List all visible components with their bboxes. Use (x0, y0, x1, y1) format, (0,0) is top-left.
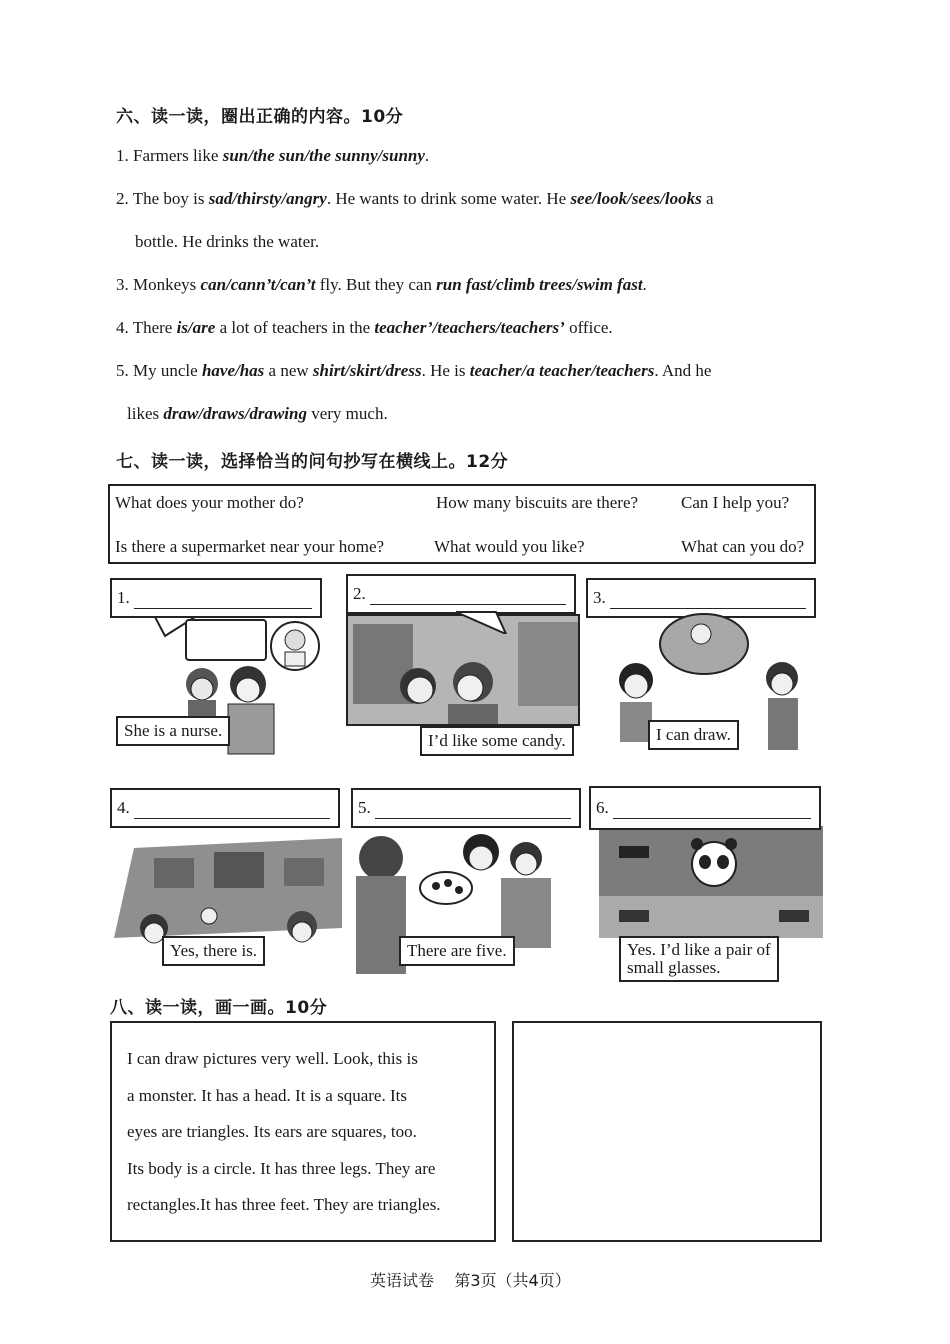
answer-line-1: Yes. I’d like a pair of (627, 940, 771, 959)
section6-title: 六、读一读，圈出正确的内容。10分 (116, 107, 404, 127)
reading-passage (127, 1041, 441, 1224)
passage-line: a monster. It has a head. It is a square. Its (127, 1085, 407, 1105)
q4-options-b[interactable]: teacher’/teachers/teachers’ (374, 318, 565, 337)
passage-line: eyes are triangles. Its ears are squares, too. (127, 1122, 417, 1141)
question-5 (116, 361, 711, 381)
q5-text-d: . And he (654, 361, 712, 380)
passage-line: I can draw pictures very well. Look, this is (127, 1049, 418, 1068)
q5-options-a[interactable]: have/has (201, 361, 265, 380)
q4-text: 4. There (116, 318, 177, 337)
comic-panel-2 (346, 574, 584, 764)
q2-text: 2. The boy is (116, 189, 209, 208)
q2-text-b: . He wants to drink some water. He (326, 189, 571, 208)
section8-title: 八、读一读，画一画。10分 (110, 998, 328, 1018)
page-footer: 英语试卷 第3页（共4页） (370, 1271, 571, 1290)
q4-end: office. (564, 318, 613, 337)
answer-line[interactable] (134, 818, 330, 819)
panel-number: 5. (358, 798, 371, 817)
option-5: What would you like? (434, 537, 585, 556)
options-box (108, 484, 816, 564)
q5-text: 5. My uncle (116, 361, 202, 380)
q3-options-a[interactable]: can/cann’t/can’t (200, 275, 316, 294)
q1-text: 1. Farmers like (116, 146, 223, 165)
question-4 (116, 318, 613, 338)
answer-line[interactable] (613, 818, 811, 819)
q5-end: very much. (306, 404, 388, 423)
question-2-cont: bottle. He drinks the water. (135, 232, 320, 251)
panel-number: 3. (593, 588, 606, 607)
drawing-area[interactable] (512, 1021, 822, 1242)
question-bubble-6 (589, 786, 821, 830)
q2-text-c: a (701, 189, 714, 208)
q5-options-b[interactable]: shirt/skirt/dress (312, 361, 422, 380)
q3-text: 3. Monkeys (116, 275, 201, 294)
panel-number: 1. (117, 588, 130, 607)
panel-number: 2. (353, 584, 366, 603)
answer-bubble-6 (619, 936, 779, 982)
comic-panel-5 (351, 788, 585, 974)
panel-illustration (599, 826, 823, 938)
answer-bubble-1: She is a nurse. (116, 716, 230, 746)
q3-text-b: fly. But they can (315, 275, 437, 294)
q5-text-e: likes (127, 404, 164, 423)
option-3: Can I help you? (681, 493, 790, 512)
q2-options-a[interactable]: sad/thirsty/angry (208, 189, 327, 208)
comic-panel-3 (586, 574, 818, 764)
comic-panel-1 (110, 574, 335, 766)
q4-options-a[interactable]: is/are (176, 318, 216, 337)
answer-bubble-2: I’d like some candy. (420, 726, 574, 756)
q5-options-d[interactable]: draw/draws/drawing (163, 404, 307, 423)
option-2: How many biscuits are there? (436, 493, 639, 512)
q5-text-c: . He is (421, 361, 470, 380)
answer-bubble-5: There are five. (399, 936, 515, 966)
q5-options-c[interactable]: teacher/a teacher/teachers (469, 361, 655, 380)
question-bubble-4 (110, 788, 340, 828)
answer-line-2: small glasses. (627, 958, 721, 977)
reading-box (110, 1021, 496, 1242)
passage-line: rectangles.It has three feet. They are triangles. (127, 1195, 441, 1214)
q3-options-b[interactable]: run fast/climb trees/swim fast (436, 275, 643, 294)
q5-text-b: a new (264, 361, 313, 380)
comic-panel-4 (110, 788, 346, 974)
question-1 (116, 146, 429, 166)
q4-text-b: a lot of teachers in the (215, 318, 375, 337)
question-3 (116, 275, 647, 295)
option-6: What can you do? (681, 537, 805, 556)
q1-end: . (424, 146, 430, 165)
panel-number: 6. (596, 798, 609, 817)
passage-line: Its body is a circle. It has three legs. They are (127, 1158, 436, 1178)
question-5-cont (127, 404, 388, 424)
comic-panel-6 (589, 786, 823, 986)
answer-bubble-3: I can draw. (648, 720, 739, 750)
question-2 (116, 189, 714, 209)
question-bubble-5 (351, 788, 581, 828)
answer-line[interactable] (375, 818, 571, 819)
q2-options-b[interactable]: see/look/sees/looks (570, 189, 702, 208)
section7-title: 七、读一读，选择恰当的问句抄写在横线上。12分 (116, 452, 509, 472)
option-1: What does your mother do? (115, 493, 304, 512)
q3-end: . (642, 275, 647, 294)
answer-bubble-4: Yes, there is. (162, 936, 265, 966)
q1-options[interactable]: sun/the sun/the sunny/sunny (222, 146, 425, 165)
panel-number: 4. (117, 798, 130, 817)
option-4: Is there a supermarket near your home? (115, 537, 385, 556)
